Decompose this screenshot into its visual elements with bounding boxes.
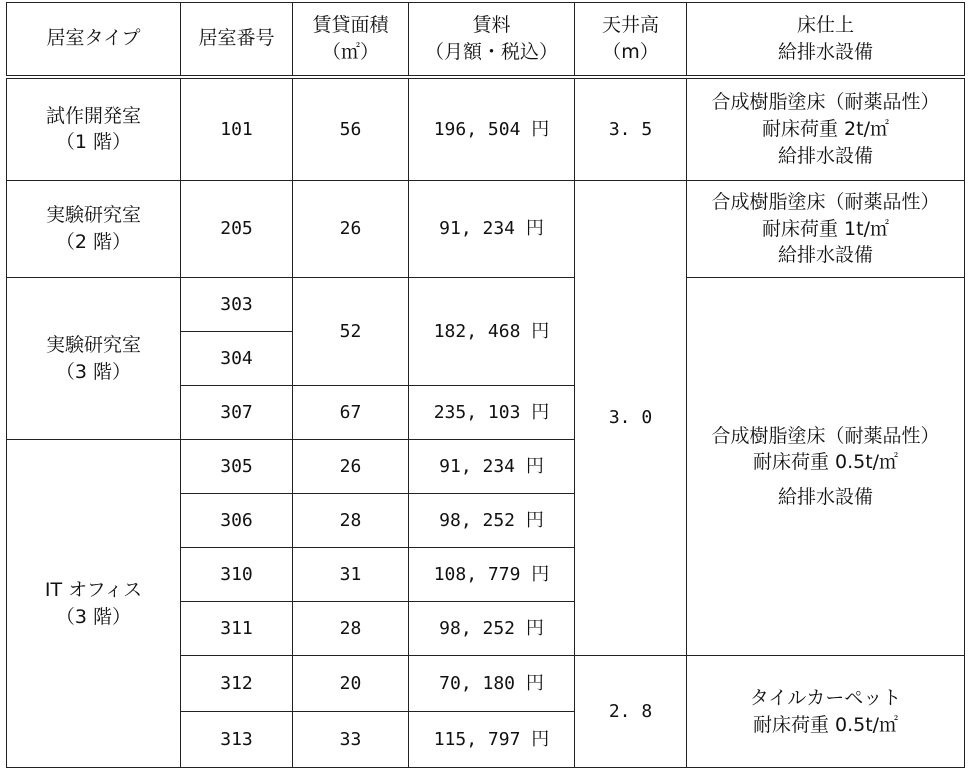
spec-line: 耐床荷重 1t/㎡ [762, 217, 889, 240]
spec-line: 耐床荷重 2t/㎡ [762, 117, 889, 140]
rent-cell: 91, 234 円 [409, 440, 575, 494]
rent-cell: 182, 468 円 [409, 278, 575, 386]
header-type: 居室タイプ [7, 3, 181, 77]
spec-cell [687, 181, 965, 278]
table-row [7, 77, 965, 181]
header-floor-spec: 床仕上 給排水設備 [687, 3, 965, 77]
room-type-cell: 実験研究室 （3 階） [7, 278, 181, 440]
room-number-cell: 305 [181, 440, 293, 494]
rent-cell: 196, 504 円 [409, 77, 575, 181]
area-cell: 26 [293, 181, 409, 278]
spec-line: 耐床荷重 0.5t/㎡ [752, 451, 899, 474]
room-type-cell: 試作開発室 （1 階） [7, 77, 181, 181]
spec-line: 給排水設備 [777, 144, 873, 167]
rent-cell: 235, 103 円 [409, 386, 575, 440]
area-cell: 52 [293, 278, 409, 386]
spec-line: 耐床荷重 0.5t/㎡ [752, 713, 899, 736]
room-number-cell: 101 [181, 77, 293, 181]
area-cell: 67 [293, 386, 409, 440]
area-cell: 28 [293, 602, 409, 656]
room-number-cell: 304 [181, 332, 293, 386]
area-cell: 26 [293, 440, 409, 494]
header-rent: 賃料 （月額・税込） [409, 3, 575, 77]
spec-line: 合成樹脂塗床（耐薬品性） [711, 424, 940, 447]
spec-cell [687, 656, 965, 768]
rent-cell: 98, 252 円 [409, 602, 575, 656]
room-type-cell: 実験研究室 （2 階） [7, 181, 181, 278]
table-row [7, 278, 965, 332]
ceiling-cell: 3. 5 [575, 77, 687, 181]
room-number-cell: 311 [181, 602, 293, 656]
spec-cell [687, 77, 965, 181]
area-cell: 31 [293, 548, 409, 602]
ceiling-cell: 2. 8 [575, 656, 687, 768]
rent-cell: 70, 180 円 [409, 656, 575, 712]
area-cell: 33 [293, 712, 409, 768]
room-number-cell: 310 [181, 548, 293, 602]
spec-line: 給排水設備 [777, 244, 873, 267]
header-row [7, 3, 965, 77]
spec-line: タイルカーペット [749, 686, 902, 709]
area-cell: 20 [293, 656, 409, 712]
table-row [7, 181, 965, 278]
room-type-cell: IT オフィス （3 階） [7, 440, 181, 768]
rent-cell: 108, 779 円 [409, 548, 575, 602]
ceiling-cell: 3. 0 [575, 181, 687, 656]
header-room-no: 居室番号 [181, 3, 293, 77]
header-area: 賃貸面積 （㎡） [293, 3, 409, 77]
area-cell: 56 [293, 77, 409, 181]
spec-line: 合成樹脂塗床（耐薬品性） [711, 91, 940, 114]
rent-cell: 98, 252 円 [409, 494, 575, 548]
rent-table [6, 2, 965, 768]
room-number-cell: 306 [181, 494, 293, 548]
rent-cell: 91, 234 円 [409, 181, 575, 278]
header-ceiling: 天井高 （m） [575, 3, 687, 77]
spec-line: 合成樹脂塗床（耐薬品性） [711, 191, 940, 214]
room-number-cell: 303 [181, 278, 293, 332]
room-number-cell: 312 [181, 656, 293, 712]
area-cell: 28 [293, 494, 409, 548]
spec-cell [687, 278, 965, 656]
room-number-cell: 313 [181, 712, 293, 768]
spec-line: 給排水設備 [777, 485, 873, 508]
rent-cell: 115, 797 円 [409, 712, 575, 768]
room-number-cell: 307 [181, 386, 293, 440]
room-number-cell: 205 [181, 181, 293, 278]
